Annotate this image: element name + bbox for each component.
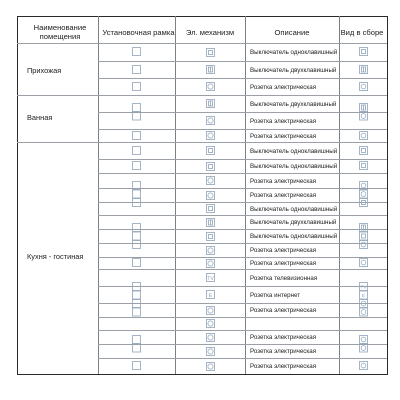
socket-icon (206, 116, 215, 125)
frame-1-icon (132, 161, 141, 171)
table-left-border (17, 16, 18, 374)
socket-icon (359, 361, 368, 371)
row-description: Выключатель двухклавишный (250, 100, 337, 108)
socket-icon (206, 319, 215, 328)
row-divider (98, 330, 387, 331)
row-divider (98, 257, 387, 258)
row-description: Розетка электрическая (250, 348, 317, 355)
socket-icon (206, 131, 215, 140)
frame-1-icon (132, 65, 141, 75)
table-top-border (17, 16, 387, 17)
svg-text:E: E (361, 294, 365, 299)
row-description: Выключатель одноклавишный (250, 233, 338, 240)
frame-2-icon (132, 335, 141, 353)
row-description: Выключатель двухклавишный (250, 66, 337, 74)
double-switch-icon (206, 218, 215, 227)
table-bottom-border (17, 374, 387, 375)
single-switch-icon (206, 146, 215, 155)
frame-4-media-icon (359, 282, 368, 317)
row-divider (98, 159, 387, 160)
frame-3-icon (132, 181, 141, 208)
row-divider (98, 61, 387, 62)
room-kitchen-living: Кухня - гостиная (27, 251, 84, 261)
header-room: Наименование помещения (33, 23, 87, 41)
frame-1-icon (132, 146, 141, 156)
row-description: Розетка электрическая (250, 260, 317, 267)
internet-socket-icon (206, 290, 215, 299)
socket-icon (206, 246, 215, 255)
tv-socket-icon (206, 273, 215, 282)
row-divider (98, 269, 387, 270)
svg-text:E: E (208, 292, 212, 299)
specification-table (17, 16, 389, 375)
row-divider (98, 112, 387, 113)
double-switch-icon (206, 65, 215, 74)
socket-icon (359, 82, 368, 92)
row-description: Выключатель одноклавишный (250, 163, 338, 170)
header-frame: Установочная рамка (102, 27, 175, 37)
single-switch-icon (206, 162, 215, 171)
frame-2-socket-icon (359, 335, 368, 353)
row-description: Розетка электрическая (250, 83, 317, 91)
single-switch-icon (206, 48, 215, 57)
row-description: Выключатель одноклавишный (250, 49, 338, 56)
socket-icon (206, 191, 215, 200)
frame-3-icon (132, 223, 141, 250)
svg-text:TV: TV (206, 275, 214, 282)
frame-2-switch-socket-icon (359, 103, 368, 121)
double-switch-icon (359, 65, 368, 75)
double-switch-icon (206, 99, 215, 108)
row-description: Розетка электрическая (250, 363, 317, 370)
single-switch-icon (359, 161, 368, 171)
single-switch-icon (359, 146, 368, 156)
row-description: Розетка электрическая (250, 192, 317, 199)
row-description: Розетка электрическая (250, 132, 317, 140)
frame-1-icon (132, 131, 141, 141)
svg-text:TV: TV (359, 285, 367, 291)
frame-3-switch-socket-icon (359, 223, 368, 250)
single-switch-icon (206, 204, 215, 213)
frame-1-icon (132, 47, 141, 57)
row-divider (98, 303, 387, 304)
frame-1-icon (132, 82, 141, 92)
header-mechanism: Эл. механизм (185, 27, 235, 37)
frame-1-icon (132, 361, 141, 371)
row-divider (98, 229, 387, 230)
row-description: Розетка электрическая (250, 177, 317, 185)
row-divider (98, 317, 387, 318)
header-description: Описание (274, 27, 310, 37)
row-description: Розетка электрическая (250, 117, 317, 125)
single-switch-icon (359, 47, 368, 57)
row-divider (98, 344, 387, 345)
frame-3-socket-switch-icon (359, 181, 368, 208)
row-divider (98, 286, 387, 287)
row-description (246, 318, 340, 330)
row-divider (98, 358, 387, 359)
frame-2-icon (132, 103, 141, 121)
row-description: Выключатель одноклавишный (250, 205, 338, 213)
single-switch-icon (206, 232, 215, 241)
room-hallway: Прихожая (27, 65, 62, 75)
socket-icon (206, 347, 215, 356)
socket-icon (359, 258, 368, 268)
header-assembled: Вид в сборе (340, 27, 384, 37)
frame-4-icon (132, 282, 141, 317)
column-divider (175, 16, 176, 374)
socket-icon (359, 131, 368, 141)
row-description: Розетка телевизионная (250, 274, 318, 282)
row-divider (98, 129, 387, 130)
row-description: Выключатель одноклавишный (250, 147, 338, 155)
socket-icon (206, 306, 215, 315)
row-description: Выключатель двухклавишный (250, 219, 337, 226)
row-divider (98, 188, 387, 189)
socket-icon (206, 176, 215, 185)
row-description: Розетка электрическая (250, 247, 317, 254)
row-divider (98, 215, 387, 216)
frame-1-icon (132, 258, 141, 268)
row-divider (98, 173, 387, 174)
socket-icon (206, 82, 215, 91)
socket-icon (206, 362, 215, 371)
row-description: Розетка электрическая (250, 307, 317, 314)
row-description: Розетка электрическая (250, 334, 317, 341)
table-right-border (387, 16, 388, 375)
row-divider (98, 202, 387, 203)
socket-icon (206, 259, 215, 268)
row-divider (98, 243, 387, 244)
row-description: Розетка интернет (250, 291, 301, 299)
socket-icon (206, 333, 215, 342)
row-divider (98, 78, 387, 79)
room-bathroom: Ванная (27, 113, 53, 122)
